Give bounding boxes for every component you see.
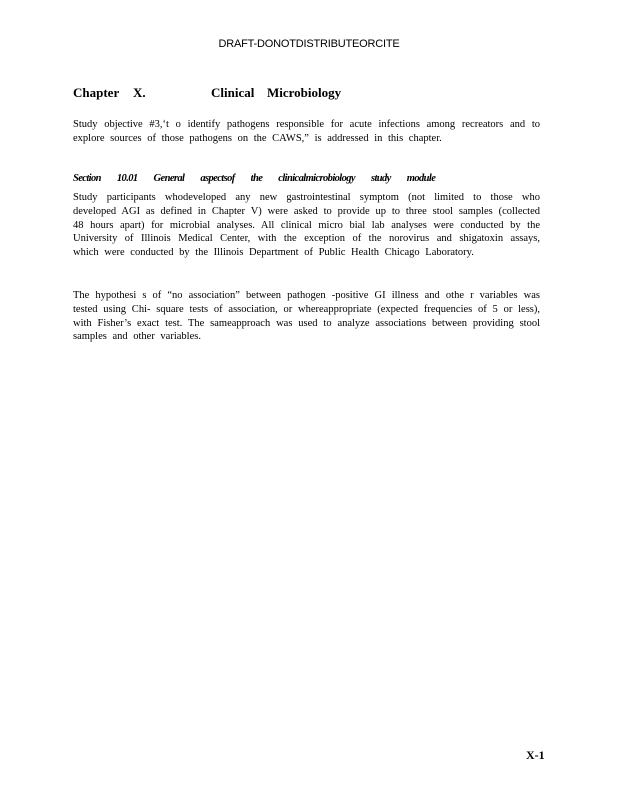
body-paragraph-2: The hypothesi s of “no association” between pathogen -positive GI illness and othe r variables was tested using Chi- square tests of association, or whereappropriate (expected frequencies of 5 or less), with Fisher’s exact test. The sameapproach was used to analyze associations between providing stool samples and other variables. xyxy=(73,290,540,343)
chapter-label: Chapter xyxy=(73,85,120,100)
chapter-title-word-1: Clinical xyxy=(211,85,255,100)
body-paragraph-1: Study participants whodeveloped any new gastrointestinal symptom (not limited to those who developed AGI as defined in Chapter V) were asked to provide up to three stool samples (collected 48 hours apart) for microbial analyses. All clinical micro bial lab analyses were conducted by the University of Illinois Medical Center, with the exception of the norovirus and shigatoxin assays, which were conducted by the Illinois Department of Public Health Chicago Laboratory. xyxy=(73,192,540,259)
chapter-title xyxy=(73,85,373,101)
draft-header: DRAFT-DONOTDISTRIBUTEORCITE xyxy=(218,38,400,50)
page-number: X-1 xyxy=(526,748,545,762)
chapter-title-word-2: Microbiology xyxy=(267,85,342,100)
study-objective-paragraph: Study objective #3,‘t o identify pathogens responsible for acute infections among recreators and to explore sources of those pathogens on the CAWS,” is addressed in this chapter. xyxy=(73,119,540,144)
section-heading: Section 10.01 General aspectsof the clinicalmicrobiology study module xyxy=(73,173,436,184)
chapter-number: X. xyxy=(133,85,146,100)
